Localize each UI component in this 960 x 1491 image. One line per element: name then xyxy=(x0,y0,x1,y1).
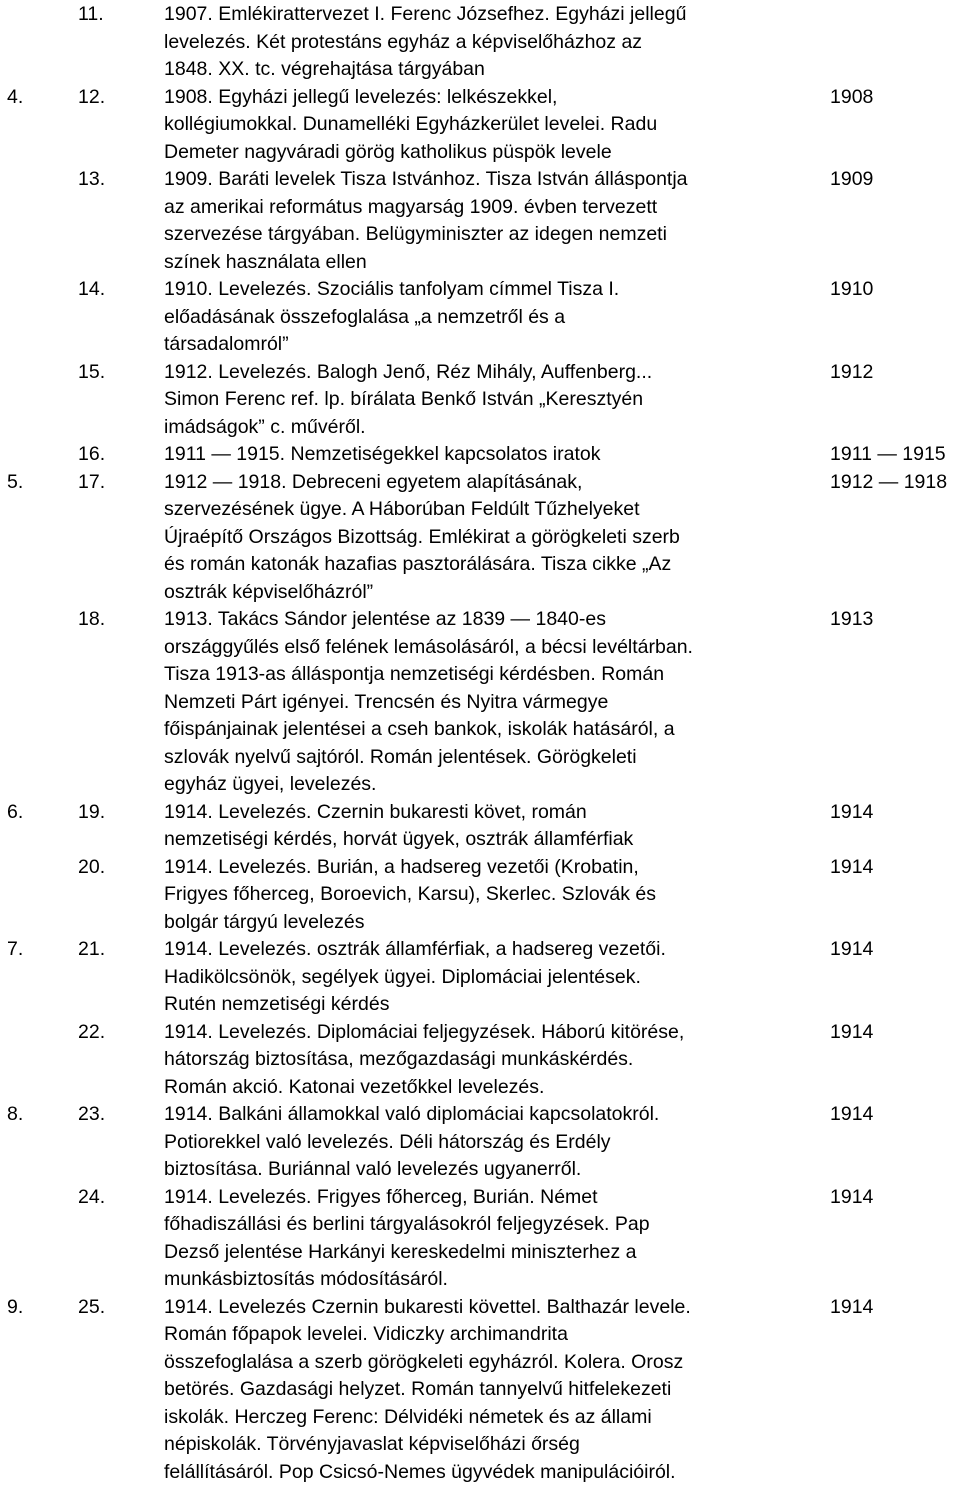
item-description xyxy=(164,441,814,469)
description-line: Dezső jelentése Harkányi kereskedelmi miniszterhez a xyxy=(164,1240,637,1263)
item-number: 11. xyxy=(78,3,104,25)
inventory-entry xyxy=(0,1184,960,1294)
description-line: 1912 — 1918. Debreceni egyetem alapításának, xyxy=(164,470,583,493)
item-number: 25. xyxy=(78,1295,106,1318)
box-number xyxy=(7,1,57,29)
description-line: összefoglalása a szerb görögkeleti egyházról. Kolera. Orosz xyxy=(164,1350,684,1373)
box-number: 5. xyxy=(7,470,24,493)
description-line: hátország biztosítása, mezőgazdasági munkáskérdés. xyxy=(164,1048,634,1070)
inventory-entry xyxy=(0,936,960,1019)
box-number xyxy=(7,276,57,304)
item-description xyxy=(164,1294,814,1487)
item-description xyxy=(164,469,814,607)
description-line: 1914. Levelezés Czernin bukaresti követtel. Balthazár levele. xyxy=(164,1295,691,1318)
item-description xyxy=(164,1019,814,1102)
description-line: 1909. Baráti levelek Tisza Istvánhoz. Tisza István álláspontja xyxy=(164,168,688,190)
box-number xyxy=(7,606,57,634)
inventory-entry xyxy=(0,166,960,276)
item-description xyxy=(164,166,814,276)
inventory-entry xyxy=(0,606,960,799)
description-line: osztrák képviselőházról” xyxy=(164,580,374,603)
box-number: 9. xyxy=(7,1295,24,1318)
inventory-entry xyxy=(0,84,960,167)
description-line: Simon Ferenc ref. lp. bírálata Benkő István „Keresztyén xyxy=(164,388,644,410)
description-line: 1914. Levelezés. osztrák államférfiak, a hadsereg vezetői. xyxy=(164,938,666,960)
item-description xyxy=(164,854,814,937)
item-description xyxy=(164,936,814,1019)
box-number: 4. xyxy=(7,85,24,108)
year-range: 1914 xyxy=(830,938,874,960)
description-line: Rutén nemzetiségi kérdés xyxy=(164,993,390,1015)
year-range: 1914 xyxy=(830,800,874,823)
description-line: Nemzeti Párt igényei. Trencsén és Nyitra vármegye xyxy=(164,690,609,713)
description-line: 1912. Levelezés. Balogh Jenő, Réz Mihály, Auffenberg... xyxy=(164,360,653,383)
description-line: Demeter nagyváradi görög katholikus püspök levele xyxy=(164,140,612,163)
inventory-entry xyxy=(0,469,960,607)
box-number xyxy=(7,359,57,387)
description-line: szervezésének ügye. A Háborúban Feldúlt Tűzhelyeket xyxy=(164,498,640,520)
box-number: 8. xyxy=(7,1103,24,1125)
year-range: 1914 xyxy=(830,1295,874,1318)
description-line: Tisza 1913-as álláspontja nemzetiségi kérdésben. Román xyxy=(164,663,665,685)
description-line: társadalomról” xyxy=(164,333,289,355)
year-range: 1914 xyxy=(830,855,874,878)
description-line: népiskolák. Törvényjavaslat képviselőházi őrség xyxy=(164,1433,580,1455)
year-range: 1914 xyxy=(830,1020,874,1043)
year-range: 1914 xyxy=(830,1185,874,1208)
description-line: 1914. Levelezés. Diplomáciai feljegyzések. Háború kitörése, xyxy=(164,1020,685,1043)
description-line: iskolák. Herczeg Ferenc: Délvidéki németek és az állami xyxy=(164,1405,652,1428)
item-number: 13. xyxy=(78,168,106,190)
item-number: 16. xyxy=(78,443,106,465)
description-line: főhadiszállási és berlini tárgyalásokról feljegyzések. Pap xyxy=(164,1213,650,1235)
description-line: nemzetiségi kérdés, horvát ügyek, osztrák államférfiak xyxy=(164,828,634,850)
year-range: 1912 — 1918 xyxy=(830,470,948,493)
description-line: Frigyes főherceg, Boroevich, Karsu), Skerlec. Szlovák és xyxy=(164,883,657,905)
box-number xyxy=(7,1184,57,1212)
inventory-entry xyxy=(0,1,960,84)
year-range: 1911 — 1915 xyxy=(830,443,946,465)
description-line: színek használata ellen xyxy=(164,250,367,273)
description-line: 1914. Levelezés. Czernin bukaresti követ, román xyxy=(164,800,587,823)
box-number: 6. xyxy=(7,800,24,823)
item-number: 12. xyxy=(78,85,106,108)
description-line: egyház ügyei, levelezés. xyxy=(164,773,377,795)
item-description xyxy=(164,276,814,359)
description-line: felállításáról. Pop Csicsó-Nemes ügyvédek manipulációiról. xyxy=(164,1460,676,1483)
item-description xyxy=(164,799,814,854)
inventory-entry xyxy=(0,1294,960,1487)
description-line: levelezés. Két protestáns egyház a képviselőházhoz az xyxy=(164,30,643,53)
description-line: 1908. Egyházi jellegű levelezés: lelkészekkel, xyxy=(164,85,558,108)
description-line: bolgár tárgyú levelezés xyxy=(164,910,365,933)
description-line: Román akció. Katonai vezetőkkel levelezés. xyxy=(164,1075,545,1098)
year-range: 1913 xyxy=(830,608,874,630)
description-line: 1848. XX. tc. végrehajtása tárgyában xyxy=(164,58,485,80)
description-line: szlovák nyelvű sajtóról. Román jelentések. Görögkeleti xyxy=(164,745,637,768)
item-description xyxy=(164,359,814,442)
inventory-entry xyxy=(0,441,960,469)
year-range xyxy=(830,1,960,29)
box-number xyxy=(7,854,57,882)
item-number: 23. xyxy=(78,1103,106,1125)
description-line: Hadikölcsönök, segélyek ügyei. Diplomáciai jelentések. xyxy=(164,965,641,988)
description-line: Újraépítő Országos Bizottság. Emlékirat a görögkeleti szerb xyxy=(164,525,680,548)
year-range: 1912 xyxy=(830,360,874,383)
description-line: szervezése tárgyában. Belügyminiszter az idegen nemzeti xyxy=(164,223,667,245)
year-range: 1914 xyxy=(830,1103,874,1125)
inventory-entry xyxy=(0,1019,960,1102)
description-line: Román főpapok levelei. Vidiczky archimandrita xyxy=(164,1323,568,1345)
item-number: 17. xyxy=(78,470,106,493)
item-number: 18. xyxy=(78,608,106,630)
description-line: 1914. Levelezés. Frigyes főherceg, Burián. Német xyxy=(164,1185,598,1208)
inventory-entry xyxy=(0,799,960,854)
description-line: 1911 — 1915. Nemzetiségekkel kapcsolatos iratok xyxy=(164,443,601,465)
box-number xyxy=(7,166,57,194)
item-number: 21. xyxy=(78,938,106,960)
description-line: imádságok” c. művéről. xyxy=(164,415,366,438)
description-line: és román katonák hazafias pasztorálására. Tisza cikke „Az xyxy=(164,553,672,575)
box-number xyxy=(7,1019,57,1047)
description-line: betörés. Gazdasági helyzet. Román tannyelvű hitfelekezeti xyxy=(164,1378,672,1400)
box-number xyxy=(7,441,57,469)
year-range: 1909 xyxy=(830,168,874,190)
description-line: az amerikai református magyarság 1909. évben tervezett xyxy=(164,195,658,218)
description-line: 1914. Levelezés. Burián, a hadsereg vezetői (Krobatin, xyxy=(164,855,639,878)
item-description xyxy=(164,1,814,84)
inventory-entry xyxy=(0,1101,960,1184)
year-range: 1910 xyxy=(830,278,874,300)
item-description xyxy=(164,1184,814,1294)
item-description xyxy=(164,606,814,799)
description-line: 1910. Levelezés. Szociális tanfolyam címmel Tisza I. xyxy=(164,278,620,300)
description-line: 1907. Emlékirattervezet I. Ferenc Józsefhez. Egyházi jellegű xyxy=(164,3,687,25)
year-range: 1908 xyxy=(830,85,874,108)
item-number: 22. xyxy=(78,1020,106,1043)
item-number: 14. xyxy=(78,278,106,300)
description-line: országgyűlés első felének lemásolásáról, a bécsi levéltárban. xyxy=(164,635,693,658)
description-line: 1914. Balkáni államokkal való diplomáciai kapcsolatokról. xyxy=(164,1103,660,1125)
description-line: főispánjainak jelentései a cseh bankok, iskolák hatásáról, a xyxy=(164,718,675,740)
description-line: 1913. Takács Sándor jelentése az 1839 — 1840-es xyxy=(164,608,606,630)
description-line: munkásbiztosítás módosításáról. xyxy=(164,1268,448,1290)
inventory-entry xyxy=(0,276,960,359)
description-line: Potiorekkel való levelezés. Déli hátország és Erdély xyxy=(164,1130,611,1153)
item-number: 24. xyxy=(78,1185,106,1208)
item-description xyxy=(164,1101,814,1184)
box-number: 7. xyxy=(7,938,24,960)
item-number: 19. xyxy=(78,800,106,823)
inventory-entry xyxy=(0,854,960,937)
item-number: 15. xyxy=(78,360,106,383)
description-line: biztosítása. Buriánnal való levelezés ugyanerről. xyxy=(164,1158,582,1180)
description-line: előadásának összefoglalása „a nemzetről és a xyxy=(164,305,566,328)
item-number: 20. xyxy=(78,855,106,878)
description-line: kollégiumokkal. Dunamelléki Egyházkerület levelei. Radu xyxy=(164,113,658,135)
item-description xyxy=(164,84,814,167)
inventory-entry xyxy=(0,359,960,442)
